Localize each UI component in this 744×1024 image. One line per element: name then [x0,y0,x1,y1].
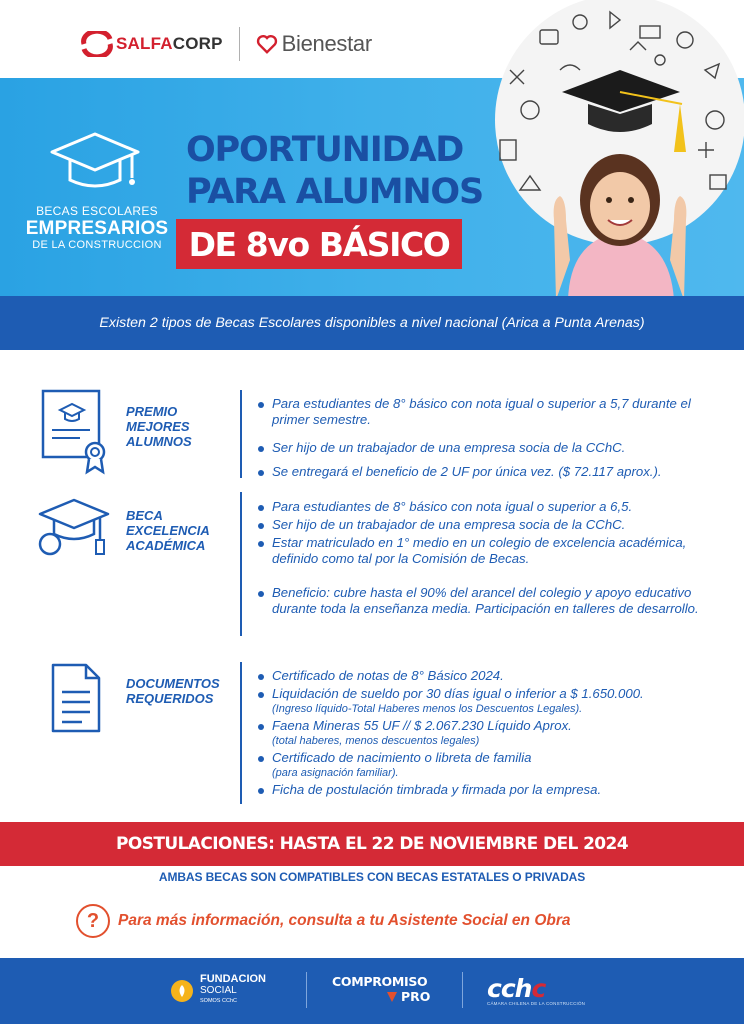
documentos-bullets [258,668,728,798]
becas-escolares-logo [22,204,172,252]
fundacion-line-3: SOMOS CChC [200,998,237,1004]
fundacion-line-1: FUNDACION [200,973,266,985]
becas-line-2: EMPRESARIOS [25,218,169,239]
becas-line-1: BECAS ESCOLARES [36,204,158,218]
heart-icon [256,33,278,55]
excelencia-bullets [258,499,728,617]
fundacion-social-logo [170,974,266,1007]
premio-bullets [258,396,728,480]
intro-text: Existen 2 tipos de Becas Escolares disponibles a nivel nacional (Arica a Punta Arenas) [99,315,645,331]
excelencia-divider [240,492,242,636]
fundacion-line-2: SOCIAL [200,985,237,996]
list-item: Se entregará el beneficio de 2 UF por única vez. ($ 72.117 aprox.). [258,464,728,480]
premio-label: PREMIO MEJORES ALUMNOS [126,404,192,449]
list-item: Certificado de nacimiento o libreta de familia (para asignación familiar). [258,750,728,780]
pro-line: PRO [386,989,430,1004]
list-item: Beneficio: cubre hasta el 90% del arancel del colegio y apoyo educativo durante toda la enseñanza media. Participación en talleres de desarrollo. [258,585,728,617]
header [0,0,744,300]
footer-divider [306,972,307,1008]
cchc-wordmark: cchc [487,974,546,1003]
cchc-subtitle: CÁMARA CHILENA DE LA CONSTRUCCIÓN [487,1001,586,1006]
salfa-logo-icon [80,31,114,57]
compromiso-line: COMPROMISO [332,974,428,989]
logo-row [80,20,372,68]
list-item: Ser hijo de un trabajador de una empresa socia de la CChC. [258,517,728,533]
question-icon: ? [76,904,110,938]
list-item: Ficha de postulación timbrada y firmada por la empresa. [258,782,728,798]
bienestar-wordmark: Bienestar [281,31,372,56]
compromiso-pro-logo [332,974,430,1004]
certificate-icon [40,388,110,476]
footer [0,958,744,1024]
student-doodle-illustration [470,0,744,300]
info-row [76,902,571,940]
info-text: Para más información, consulta a tu Asistente Social en Obra [118,912,571,929]
bienestar-logo [256,31,372,57]
list-item: Ser hijo de un trabajador de una empresa socia de la CChC. [258,440,728,456]
becas-line-3: DE LA CONSTRUCCION [32,239,162,251]
list-item: Liquidación de sueldo por 30 días igual o inferior a $ 1.650.000. (Ingreso líquido-Total Haberes menos los Descuentos Legales). [258,686,728,716]
list-item: Estar matriculado en 1° medio en un colegio de excelencia académica, definido como tal por la Comisión de Becas. [258,535,728,567]
salfacorp-wordmark: SALFACORP [116,34,223,53]
excelencia-label: BECA EXCELENCIA ACADÉMICA [126,508,210,553]
postulaciones-text: POSTULACIONES: HASTA EL 22 DE NOVIEMBRE DEL 2024 [116,834,628,854]
footer-divider [462,972,463,1008]
documentos-divider [240,662,242,804]
title-line-2: PARA ALUMNOS [186,172,483,212]
list-item: Para estudiantes de 8° básico con nota igual o superior a 6,5. [258,499,728,515]
logo-divider [239,27,240,61]
graduation-cap-icon [48,128,142,198]
documentos-label: DOCUMENTOS REQUERIDOS [126,676,220,706]
postulaciones-banner [0,822,744,866]
title-line-1: OPORTUNIDAD [186,130,464,170]
cchc-logo [487,974,585,1006]
list-item: Faena Mineras 55 UF // $ 2.067.230 Líquido Aprox. (total haberes, menos descuentos legales) [258,718,728,748]
fundacion-logo-icon [170,979,194,1003]
list-item: Certificado de notas de 8° Básico 2024. [258,668,728,684]
pro-mark-icon [386,991,398,1003]
compatibility-note: AMBAS BECAS SON COMPATIBLES CON BECAS ESTATALES O PRIVADAS [158,870,586,884]
title-line-3: DE 8vo BÁSICO [176,219,462,269]
intro-strip [0,296,744,350]
list-item: Para estudiantes de 8° básico con nota igual o superior a 5,7 durante el primer semestre. [258,396,728,428]
document-icon [50,662,102,734]
premio-divider [240,390,242,478]
salfacorp-logo [80,31,223,57]
mortarboard-icon [36,494,112,560]
